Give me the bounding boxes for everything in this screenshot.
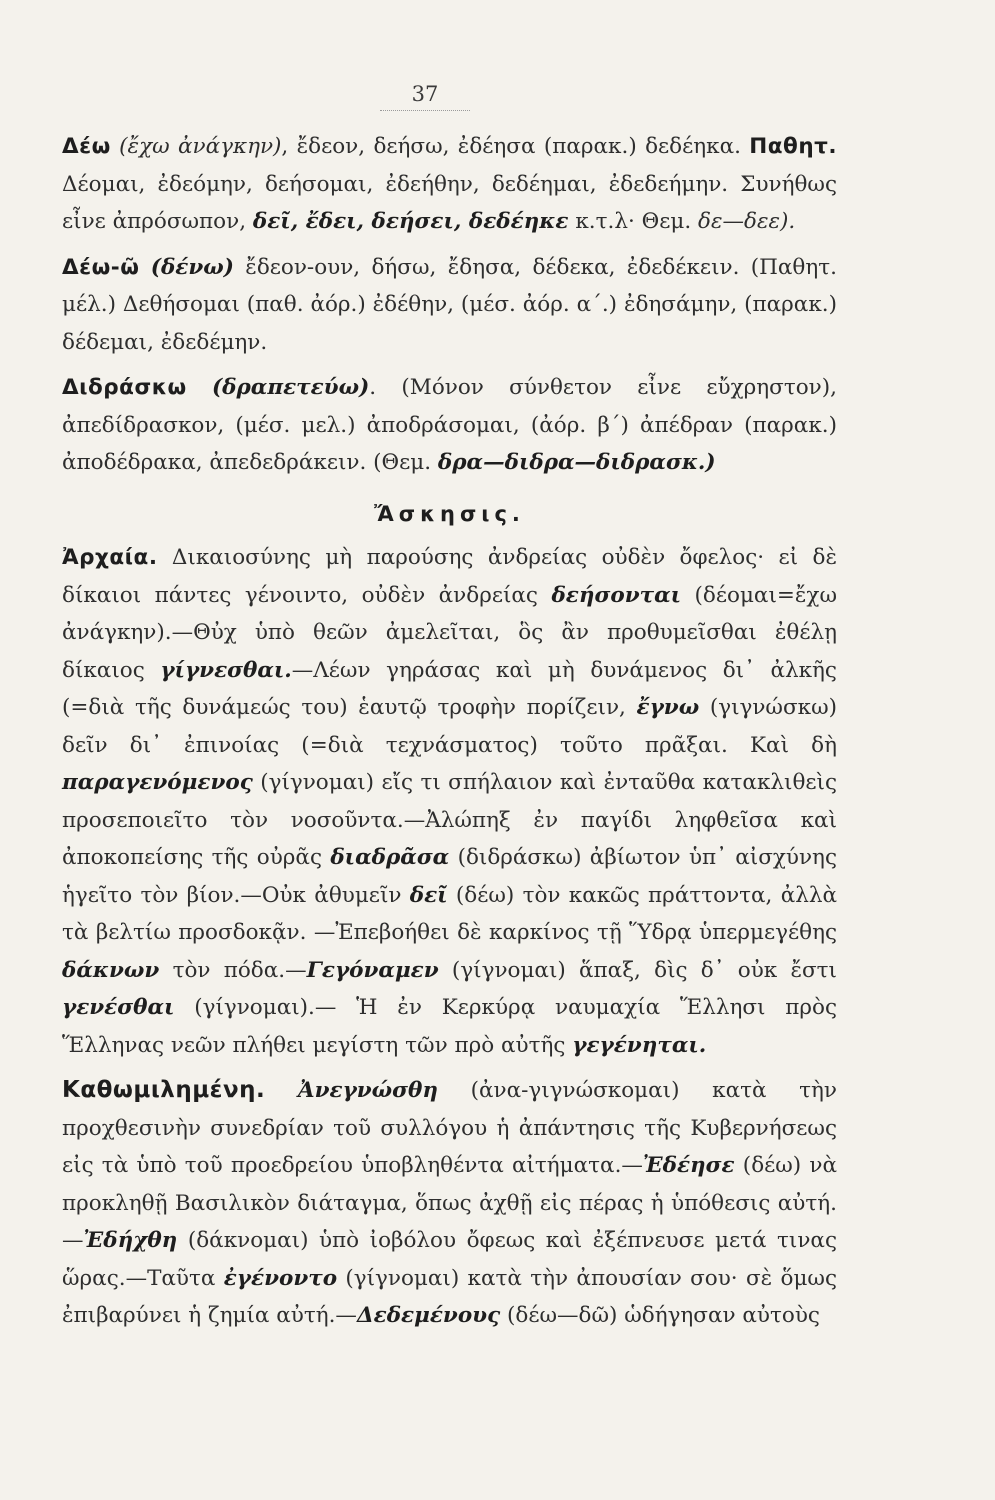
exercise-text: Δικαιοσύνης μὴ παρούσης ἀνδρείας οὐδὲν ὄφελος· εἰ δὲ δίκαιοι πάντες γένοιντο, οὐδὲν ἀνδρείας xyxy=(62,545,837,608)
exercise-text: (δέω—δῶ) ὡδήγησαν αὐτοὺς xyxy=(500,1303,820,1328)
section-title: Ἄσκησις. xyxy=(374,501,525,526)
exercise-text: (δέω) νὰ προκληθῇ Βασιλικὸν διάταγμα, ὅπως ἀχθῇ εἰς πέρας ἡ ὑπόθεσις αὐτή. — xyxy=(62,1153,837,1253)
entry-text: , ἔδεον, δεήσω, ἐδέησα (παρακ.) δεδέηκα. xyxy=(281,134,750,159)
spoken-label: Καθωμιλημένη. xyxy=(62,1077,266,1103)
highlighted-verb: δάκνων xyxy=(62,957,160,983)
exercise-text: (δάκνομαι) ὑπὸ ἰοβόλου ὄφεως καὶ ἐξέπνευσε μετά τινας ὥρας.—Ταῦτα xyxy=(62,1228,837,1291)
entry-deo-bind xyxy=(62,249,837,362)
ancient-exercise xyxy=(62,539,837,1064)
entry-text: ἔδεον-ουν, δήσω, ἔδησα, δέδεκα, ἐδεδέκειν. (Παθητ. μέλ.) Δεθήσομαι (παθ. ἀόρ.) ἐδέθην, (μέσ. ἀόρ. α΄.) ἐδησάμην, (παρακ.) δέδεμαι, ἐδεδέμην. xyxy=(62,254,837,355)
entry-text: Δέομαι, ἐδεόμην, δεήσομαι, ἐδεήθην, δεδέημαι, ἐδεδεήμην. Συνήθως εἶνε ἀπρόσωπον, xyxy=(62,171,837,234)
entry-gloss: (δένω) xyxy=(150,254,234,280)
passive-label: Παθητ. xyxy=(749,134,838,159)
exercise-text: (δέομαι=ἔχω ἀνάγκην).—Θὐχ ὑπὸ θεῶν ἀμελεῖται, ὃς ἂν προθυμεῖσθαι ἐθέλῃ δίκαιος xyxy=(62,582,837,683)
ancient-label: Ἀρχαία. xyxy=(62,545,158,570)
exercise-text: (γίγνομαι).— Ἡ ἐν Κερκύρᾳ ναυμαχία Ἕλλησι πρὸς Ἕλληνας νεῶν πλήθει μεγίστη τῶν πρὸ αὐτῆς xyxy=(62,995,837,1058)
highlighted-verb: Ἐδήχθη xyxy=(83,1228,178,1253)
page-number: 37 xyxy=(380,82,470,111)
entry-didrasko xyxy=(62,369,837,482)
entry-text: . (Μόνον σύνθετον εἶνε εὔχρηστον), ἀπεδίδρασκον, (μέσ. μελ.) ἀποδράσομαι, (ἀόρ. β΄) ἀπέδραν (παρακ.) ἀποδέδρακα, ἀπεδεδράκειν. (Θεμ. xyxy=(62,375,837,475)
highlighted-verb: παραγενόμενος xyxy=(62,770,253,795)
exercise-text: (ἀνα-γιγνώσκομαι) κατὰ τὴν προχθεσινὴν συνεδρίαν τοῦ συλλόγου ἡ ἀπάντησις τῆς Κυβερνήσεως εἰς τὰ ὑπὸ τοῦ προεδρείου ὑποβληθέντα αἰτήματα.— xyxy=(62,1078,837,1178)
impersonal-forms: δεῖ, ἔδει, δεήσει, δεδέηκε xyxy=(252,209,569,234)
highlighted-verb: δεῖ xyxy=(409,882,448,908)
page-body xyxy=(62,128,837,1335)
highlighted-verb: Ἐδέησε xyxy=(642,1153,735,1178)
exercise-text: (διδράσκω) ἀβίωτον ὑπ᾽ αἰσχύνης ἡγεῖτο τὸν βίον.—Οὐκ ἀθυμεῖν xyxy=(62,845,837,908)
spoken-exercise xyxy=(62,1072,837,1335)
theme-forms: δε—δεε). xyxy=(698,209,796,234)
highlighted-verb: Γεγόναμεν xyxy=(306,957,439,983)
exercise-text xyxy=(265,1078,298,1103)
exercise-text: (γίγνομαι) ἅπαξ, δὶς δ᾽ οὐκ ἔστι xyxy=(438,957,837,983)
highlighted-verb: ἐγένοντο xyxy=(223,1265,338,1291)
entry-gloss: (ἔχω ἀνάγκην) xyxy=(119,134,282,159)
highlighted-verb: γίγνεσθαι. xyxy=(160,657,292,683)
entry-gloss: (δραπετεύω) xyxy=(211,375,370,400)
highlighted-verb: Δεδεμένους xyxy=(356,1303,501,1328)
highlighted-verb: ἔγνω xyxy=(636,695,700,720)
exercise-text: (δέω) τὸν κακῶς πράττοντα, ἀλλὰ τὰ βελτίω προσδοκᾷν. —Ἐπεβοήθει δὲ καρκίνος τῇ Ὕδρᾳ ὑπερμεγέθης xyxy=(62,882,837,945)
entry-lemma: Δέω-ῶ xyxy=(62,254,140,280)
exercise-text: (γίγνομαι) κατὰ τὴν ἀπουσίαν σου· σὲ ὅμως ἐπιβαρύνει ἡ ζημία αὐτή.— xyxy=(62,1265,837,1328)
entry-text: κ.τ.λ· Θεμ. xyxy=(568,209,699,234)
highlighted-verb: γενέσθαι xyxy=(62,995,175,1020)
entry-lemma: Διδράσκω xyxy=(62,375,187,400)
highlighted-verb: Ἀνεγνώσθη xyxy=(297,1078,438,1103)
exercise-text: (γίγνομαι) εἴς τι σπήλαιον καὶ ἐνταῦθα κατακλιθεὶς προσεποιεῖτο τὸν νοσοῦντα.—Ἀλώπηξ ἐν παγίδι ληφθεῖσα καὶ ἀποκοπείσης τῆς οὐρᾶς xyxy=(62,770,837,870)
exercise-text: —Λέων γηράσας καὶ μὴ δυνάμενος δι᾽ ἀλκῆς (=διὰ τῆς δυνάμεώς του) ἑαυτῷ τροφὴν πορίζειν, xyxy=(62,657,837,720)
highlighted-verb: διαδρᾶσα xyxy=(330,845,450,870)
exercise-text: τὸν πόδα.— xyxy=(159,957,307,983)
highlighted-verb: δεήσονται xyxy=(551,582,682,608)
entry-deo-need xyxy=(62,128,837,241)
exercise-text: (γιγνώσκω) δεῖν δι᾽ ἐπινοίας (=διὰ τεχνάσματος) τοῦτο πρᾶξαι. Καὶ δὴ xyxy=(62,695,837,758)
entry-lemma: Δέω xyxy=(62,134,111,159)
highlighted-verb: γεγένηται. xyxy=(572,1032,707,1058)
theme-forms: δρα—διδρα—διδρασκ.) xyxy=(437,450,716,475)
